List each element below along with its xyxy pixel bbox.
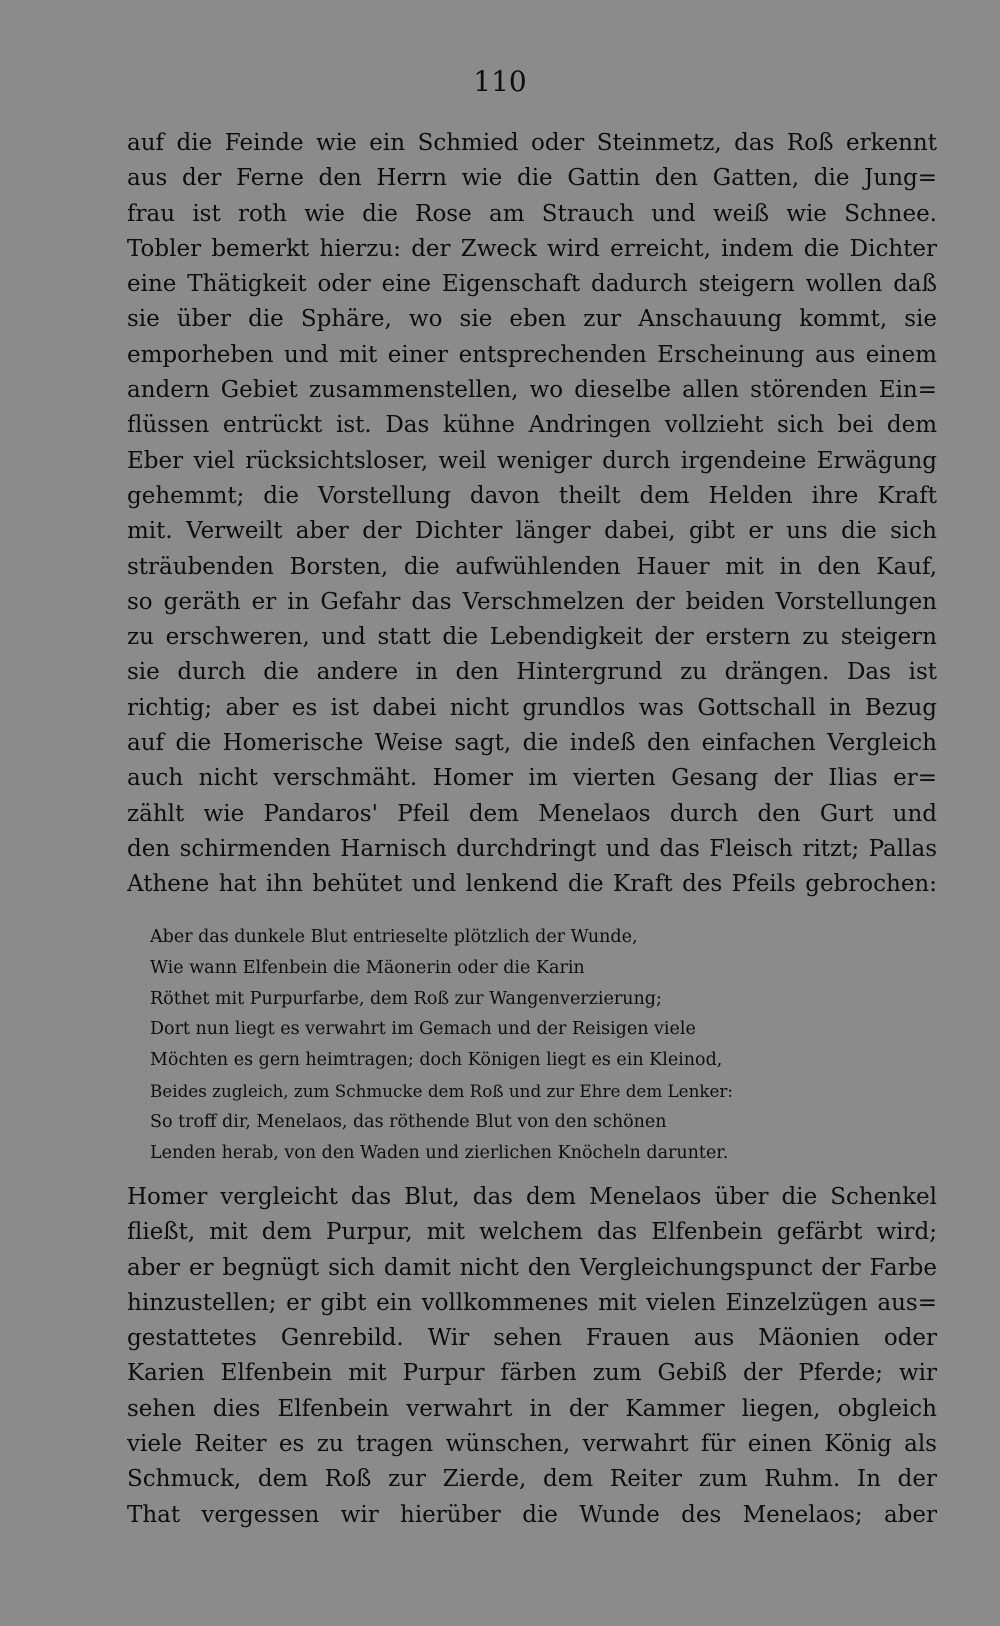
paragraph-1 — [127, 126, 937, 903]
text-line: frau ist roth wie die Rose am Strauch und weiß wie Schnee. — [127, 200, 937, 227]
verse-line: Aber das dunkele Blut entrieselte plötzlich der Wunde, — [150, 927, 638, 947]
verse-line: Wie wann Elfenbein die Mäonerin oder die Karin — [150, 957, 585, 978]
text-line: gestattetes Genrebild. Wir sehen Frauen aus Mäonien oder — [127, 1325, 937, 1352]
verse-line: Dort nun liegt es verwahrt im Gemach und der Reisigen viele — [150, 1019, 696, 1040]
text-line: sträubenden Borsten, die aufwühlenden Hauer mit in den Kauf, — [127, 553, 937, 580]
text-line: Homer vergleicht das Blut, das dem Menelaos über die Schenkel — [127, 1184, 937, 1210]
text-line: richtig; aber es ist dabei nicht grundlos was Gottschall in Bezug — [127, 694, 937, 721]
page-number: 110 — [473, 65, 527, 98]
text-line: aus der Ferne den Herrn wie die Gattin den Gatten, die Jung= — [127, 165, 937, 192]
text-line: den schirmenden Harnisch durchdringt und das Fleisch ritzt; Pallas — [127, 835, 937, 862]
paragraph-2 — [127, 1180, 937, 1533]
verse-quotation — [150, 922, 740, 1168]
text-line: aber er begnügt sich damit nicht den Vergleichungspunct der Farbe — [127, 1254, 937, 1281]
text-line: emporheben und mit einer entsprechenden Erscheinung aus einem — [127, 341, 937, 368]
text-line: auf die Homerische Weise sagt, die indeß den einfachen Vergleich — [127, 730, 937, 757]
verse-line: Möchten es gern heimtragen; doch Königen liegt es ein Kleinod, — [150, 1050, 723, 1071]
text-line: sehen dies Elfenbein verwahrt in der Kammer liegen, obgleich — [127, 1395, 937, 1422]
text-line: sie durch die andere in den Hintergrund zu drängen. Das ist — [127, 659, 937, 686]
text-line: That vergessen wir hierüber die Wunde des Menelaos; aber — [127, 1501, 937, 1528]
text-line: auch nicht verschmäht. Homer im vierten Gesang der Ilias er= — [127, 765, 937, 792]
verse-line: So troff dir, Menelaos, das röthende Blut von den schönen — [150, 1111, 667, 1132]
text-line: sie über die Sphäre, wo sie eben zur Anschauung kommt, sie — [127, 306, 937, 333]
text-line: flüssen entrückt ist. Das kühne Andringen vollzieht sich bei dem — [127, 412, 937, 439]
verse-line: Beides zugleich, zum Schmucke dem Roß und zur Ehre dem Lenker: — [150, 1080, 734, 1101]
text-line: fließt, mit dem Purpur, mit welchem das Elfenbein gefärbt wird; — [127, 1219, 937, 1246]
text-line: zu erschweren, und statt die Lebendigkeit der erstern zu steigern — [127, 624, 937, 651]
text-line: Schmuck, dem Roß zur Zierde, dem Reiter zum Ruhm. In der — [127, 1466, 937, 1493]
text-line: hinzustellen; er gibt ein vollkommenes mit vielen Einzelzügen aus= — [127, 1289, 937, 1316]
text-line: auf die Feinde wie ein Schmied oder Steinmetz, das Roß erkennt — [127, 130, 937, 156]
text-line: andern Gebiet zusammenstellen, wo dieselbe allen störenden Ein= — [127, 377, 937, 404]
text-line: gehemmt; die Vorstellung davon theilt dem Helden ihre Kraft — [127, 482, 937, 509]
verse-line: Röthet mit Purpurfarbe, dem Roß zur Wangenverzierung; — [150, 988, 662, 1009]
text-line: Eber viel rücksichtsloser, weil weniger durch irgendeine Erwägung — [127, 447, 937, 474]
text-line: eine Thätigkeit oder eine Eigenschaft dadurch steigern wollen daß — [127, 271, 937, 298]
text-line: so geräth er in Gefahr das Verschmelzen der beiden Vorstellungen — [127, 588, 937, 615]
text-line: zählt wie Pandaros' Pfeil dem Menelaos durch den Gurt und — [127, 800, 937, 827]
text-line: mit. Verweilt aber der Dichter länger dabei, gibt er uns die sich — [127, 518, 937, 545]
text-line: Karien Elfenbein mit Purpur färben zum Gebiß der Pferde; wir — [127, 1360, 937, 1387]
text-line: Tobler bemerkt hierzu: der Zweck wird erreicht, indem die Dichter — [127, 235, 937, 262]
text-line: Athene hat ihn behütet und lenkend die Kraft des Pfeils gebrochen: — [127, 871, 937, 898]
text-line: viele Reiter es zu tragen wünschen, verwahrt für einen König als — [127, 1431, 937, 1458]
verse-line: Lenden herab, von den Waden und zierlichen Knöcheln darunter. — [150, 1142, 729, 1163]
